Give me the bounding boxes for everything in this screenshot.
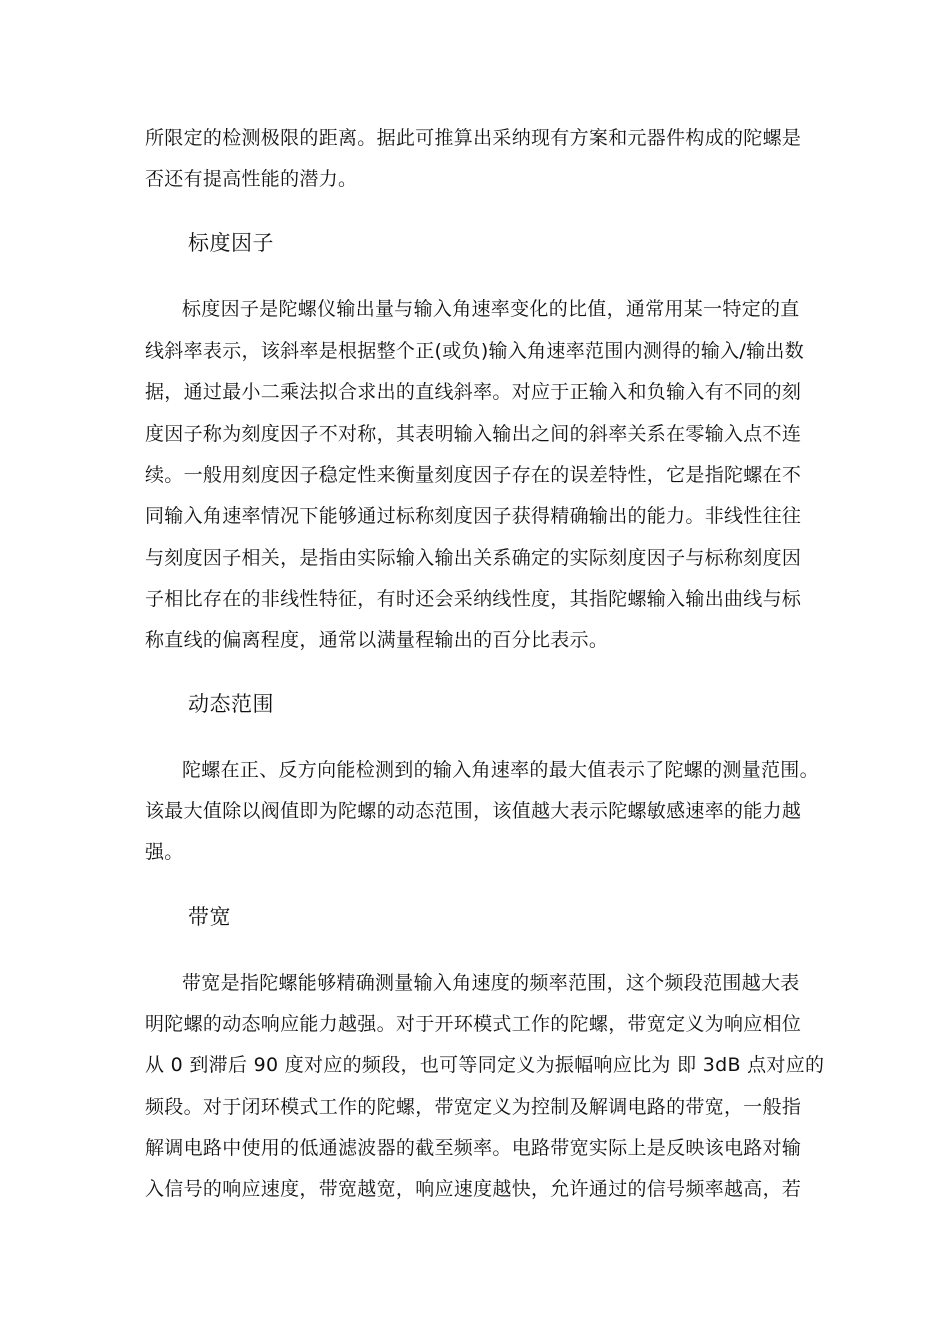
section-heading-dynamic-range: 动态范围 (188, 692, 274, 716)
paragraph-line: 度因子称为刻度因子不对称，其表明输入输出之间的斜率关系在零输入点不连 (145, 423, 802, 445)
paragraph-line: 同输入角速率情况下能够通过标称刻度因子获得精确输出的能力。非线性往往 (145, 505, 802, 527)
paragraph-line: 据，通过最小二乘法拟合求出的直线斜率。对应于正输入和负输入有不同的刻 (145, 381, 802, 403)
section-heading-scale-factor: 标度因子 (188, 231, 274, 255)
paragraph-line: 陀螺在正、反方向能检测到的输入角速率的最大值表示了陀螺的测量范围。 (182, 759, 819, 781)
paragraph-line: 线斜率表示，该斜率是根据整个正(或负)输入角速率范围内测得的输入/输出数 (145, 340, 805, 362)
paragraph-line: 频段。对于闭环模式工作的陀螺，带宽定义为控制及解调电路的带宽，一般指 (145, 1096, 802, 1118)
intro-line-1: 所限定的检测极限的距离。据此可推算出采纳现有方案和元器件构成的陀螺是 (145, 127, 802, 149)
paragraph-line: 从 0 到滞后 90 度对应的频段，也可等同定义为振幅响应比为 即 3dB 点对应的 (145, 1054, 825, 1076)
paragraph-line: 子相比存在的非线性特征，有时还会采纳线性度，其指陀螺输入输出曲线与标 (145, 588, 802, 610)
paragraph-line: 该最大值除以阀值即为陀螺的动态范围，该值越大表示陀螺敏感速率的能力越 (145, 800, 802, 822)
paragraph-line: 明陀螺的动态响应能力越强。对于开环模式工作的陀螺，带宽定义为响应相位 (145, 1013, 802, 1035)
paragraph-line: 标度因子是陀螺仪输出量与输入角速率变化的比值，通常用某一特定的直 (182, 298, 800, 320)
section-heading-bandwidth: 带宽 (188, 905, 231, 929)
intro-line-2: 否还有提高性能的潜力。 (145, 168, 358, 190)
paragraph-line: 入信号的响应速度，带宽越宽，响应速度越快，允许通过的信号频率越高，若 (145, 1178, 802, 1200)
paragraph-line: 强。 (145, 841, 184, 863)
paragraph-line: 与刻度因子相关，是指由实际输入输出关系确定的实际刻度因子与标称刻度因 (145, 547, 802, 569)
paragraph-line: 解调电路中使用的低通滤波器的截至频率。电路带宽实际上是反映该电路对输 (145, 1137, 802, 1159)
paragraph-line: 称直线的偏离程度，通常以满量程输出的百分比表示。 (145, 629, 609, 651)
paragraph-line: 带宽是指陀螺能够精确测量输入角速度的频率范围，这个频段范围越大表 (182, 972, 800, 994)
paragraph-line: 续。一般用刻度因子稳定性来衡量刻度因子存在的误差特性，它是指陀螺在不 (145, 464, 802, 486)
